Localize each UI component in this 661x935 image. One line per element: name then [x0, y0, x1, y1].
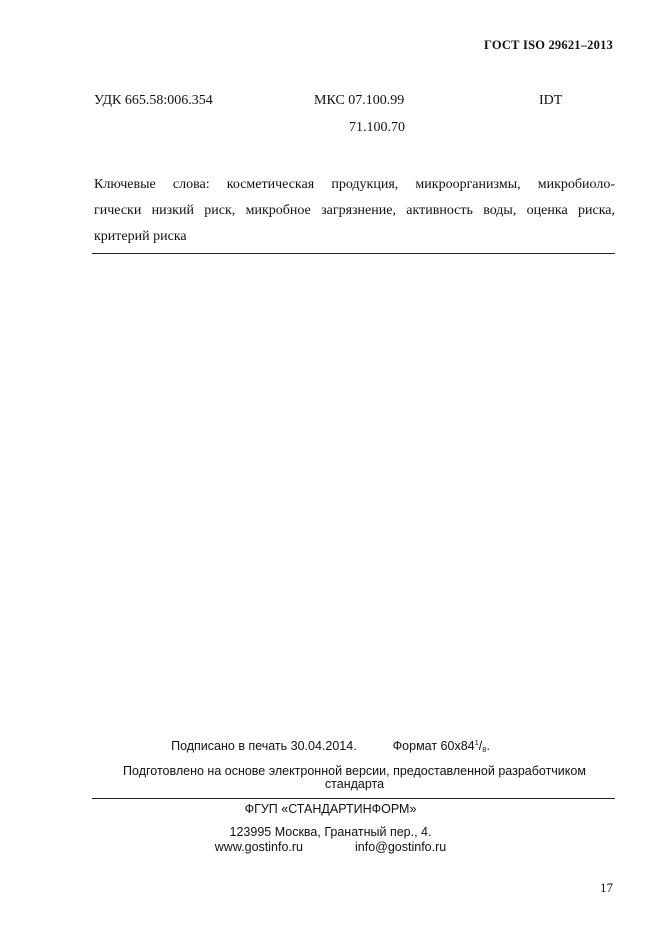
website-link[interactable]: www.gostinfo.ru: [214, 840, 303, 854]
page-number: 17: [600, 880, 613, 895]
print-info-row: [0, 738, 661, 754]
publisher-contacts: [0, 840, 661, 854]
paper-format: Формат $60x84^1/_8$.: [392, 738, 490, 754]
mks-code-secondary: 71.100.70: [349, 120, 405, 135]
udk-code: УДК 665.58:006.354: [94, 93, 213, 108]
mks-code-primary: МКС 07.100.99: [314, 93, 405, 108]
keywords-line: гически низкий риск, микробное загрязнение, активность воды, оценка риска,: [94, 203, 615, 218]
publisher-address: 123995 Москва, Гранатный пер., 4.: [229, 825, 432, 839]
keywords-paragraph: [94, 172, 615, 250]
keywords-line: Ключевые слова: косметическая продукция, микроорганизмы, микробиоло-: [94, 177, 615, 192]
email-link[interactable]: info@gostinfo.ru: [355, 840, 447, 854]
signed-date: Подписано в печать 30.04.2014.: [171, 739, 357, 753]
bottom-divider: [92, 798, 615, 799]
prepared-note: Подготовлено на основе электронной версии, предоставленной разработчиком стандарта: [123, 764, 586, 791]
idt-label: IDT: [539, 93, 563, 108]
publisher-name: ФГУП «СТАНДАРТИНФОРМ»: [244, 802, 417, 816]
top-divider: [92, 253, 615, 254]
keywords-line: критерий риска: [94, 229, 187, 244]
standard-code-header: ГОСТ ISO 29621–2013: [484, 38, 613, 52]
